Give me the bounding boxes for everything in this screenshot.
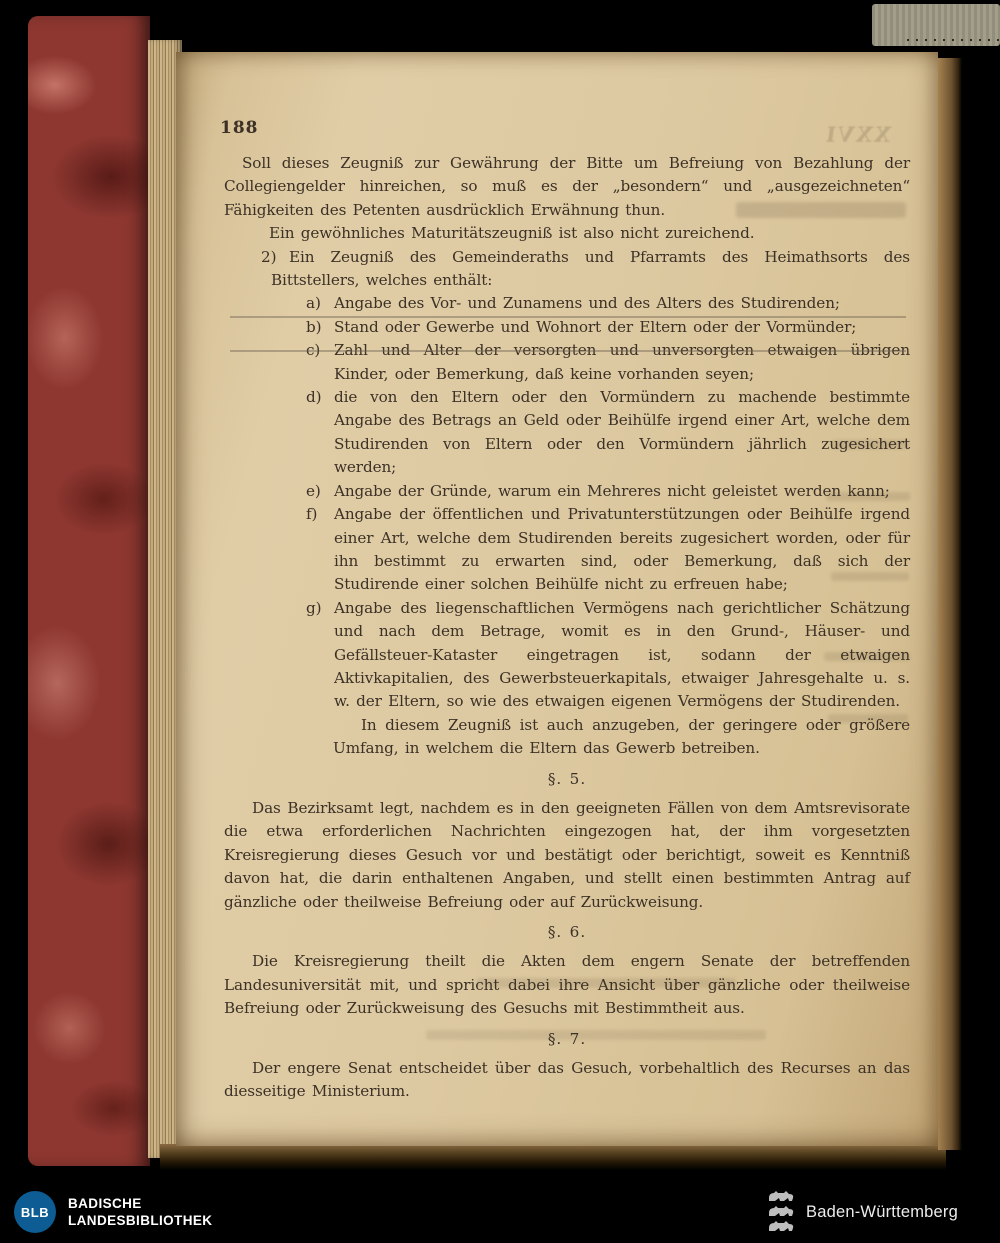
list-item	[224, 480, 910, 503]
list-item	[224, 316, 910, 339]
section-heading-6: §. 6.	[547, 923, 587, 941]
list-item-label: a)	[306, 294, 321, 313]
coat-of-arms-icon	[766, 1190, 796, 1234]
list-item-label: 2)	[261, 247, 277, 266]
list-item-label: b)	[306, 317, 322, 336]
library-name-line2: LANDESBIBLIOTHEK	[68, 1213, 213, 1228]
paragraph-closing: In diesem Zeugniß ist auch anzugeben, der geringere oder größere Umfang, in welchem die Eltern das Gewerb betreiben.	[333, 715, 910, 758]
library-name-line1: BADISCHE	[68, 1196, 142, 1211]
list-item-2	[224, 246, 910, 293]
section-paragraph-7: Der engere Senat entscheidet über das Gesuch, vorbehaltlich des Recurses an das diesseitige Ministerium.	[224, 1059, 910, 1101]
library-footer-bar	[0, 1181, 1000, 1243]
state-name: Baden-Württemberg	[806, 1203, 958, 1221]
list-item-text: Stand oder Gewerbe und Wohnort der Eltern oder der Vormünder;	[334, 317, 857, 336]
section-paragraph-5: Das Bezirksamt legt, nachdem es in den geeigneten Fällen von dem Amtsrevisorate die etwa erforderlichen Nachrichten eingezogen hat, der ihm vorgesetzten Kreisregierung dieses Gesuch vor und bestätigt oder berichtigt, soweit es Kenntniß davon hat, die darin enthaltenen Angaben, und stellt einen bestimmten Antrag auf gänzliche oder theilweise Befreiung oder auf Zurückweisung.	[224, 798, 910, 911]
state-branding	[766, 1190, 958, 1234]
scan-artifact-line	[230, 316, 906, 318]
list-item-label: d)	[306, 388, 322, 407]
list-item-text: Zahl und Alter der versorgten und unversorgten etwaigen übrigen Kinder, oder Bemerkung, daß keine vorhanden seyen;	[334, 341, 910, 383]
section-paragraph-6: Die Kreisregierung theilt die Akten dem engern Senate der betreffenden Landesuniversität mit, und spricht dabei ihre Ansicht über gänzliche oder theilweise Befreiung oder Zurückweisung des Gesuchs mit Bestimmtheit aus.	[224, 952, 910, 1018]
list-item-label: f)	[306, 505, 318, 524]
list-item	[224, 597, 910, 714]
list-item-text: Ein Zeugniß des Gemeinderaths und Pfarramts des Heimathsorts des Bittstellers, welches enthält:	[271, 247, 910, 290]
list-item-text: die von den Eltern oder den Vormündern zu machende bestimmte Angabe des Betrags an Geld oder Beihülfe irgend einer Art, welche dem Studirenden von Eltern oder den Vormündern jährlich zugesichert werden;	[334, 388, 910, 477]
scan-artifact-line	[230, 350, 906, 352]
list-item	[224, 339, 910, 386]
page-block-right-edge	[938, 58, 962, 1150]
book-cover-marbled	[28, 16, 150, 1166]
list-item-text: Angabe der Gründe, warum ein Mehreres nicht geleistet werden kann;	[334, 481, 890, 500]
list-item-label: e)	[306, 481, 321, 500]
list-item-label: c)	[306, 341, 321, 360]
paragraph-intro-2: Ein gewöhnliches Maturitätszeugniß ist also nicht zureichend.	[269, 224, 755, 243]
section-heading-5: §. 5.	[547, 769, 587, 788]
page-number: 188	[220, 118, 259, 138]
list-item	[224, 292, 910, 315]
list-item-text: Angabe des liegenschaftlichen Vermögens nach gerichtlicher Schätzung und nach dem Betrage, womit es in den Grund-, Häuser- und Gefällsteuer-Kataster eingetragen ist, sodann der etwaigen Aktivkapitalien, des Gewerbsteuerkapitals, etwaiger Jahresgehalte u. s. w. der Eltern, so wie des etwaigen eigenen Vermögens der Studirenden.	[334, 598, 910, 711]
list-item	[224, 386, 910, 480]
cloth-stitches	[904, 36, 1000, 44]
bleedthrough-numeral: XXVI	[822, 122, 893, 147]
list-item	[224, 503, 910, 597]
list-item-text: Angabe der öffentlichen und Privatunterstützungen oder Beihülfe irgend einer Art, welche dem Studirenden bereits zugesichert worden, oder für ihn bestimmt zu erwarten sind, oder Bemerkung, daß sich der Studirende einer solchen Beihülfe nicht zu erfreuen habe;	[334, 505, 910, 594]
scanned-page	[176, 52, 938, 1146]
list-item-text: Angabe des Vor- und Zunamens und des Alters des Studirenden;	[334, 294, 840, 313]
page-edges-bottom	[160, 1144, 946, 1170]
blb-logo: BLB	[14, 1191, 56, 1233]
paragraph-intro-1: Soll dieses Zeugniß zur Gewährung der Bitte um Befreiung von Bezahlung der Collegiengelder hinreichen, so muß es der „besondern“ und „ausgezeichneten“ Fähigkeiten des Petenten ausdrücklich Erwähnung thun.	[224, 154, 910, 219]
page-body-text	[224, 152, 910, 1104]
library-name	[68, 1195, 212, 1229]
section-heading-7: §. 7.	[547, 1029, 587, 1048]
list-item-label: g)	[306, 598, 322, 617]
